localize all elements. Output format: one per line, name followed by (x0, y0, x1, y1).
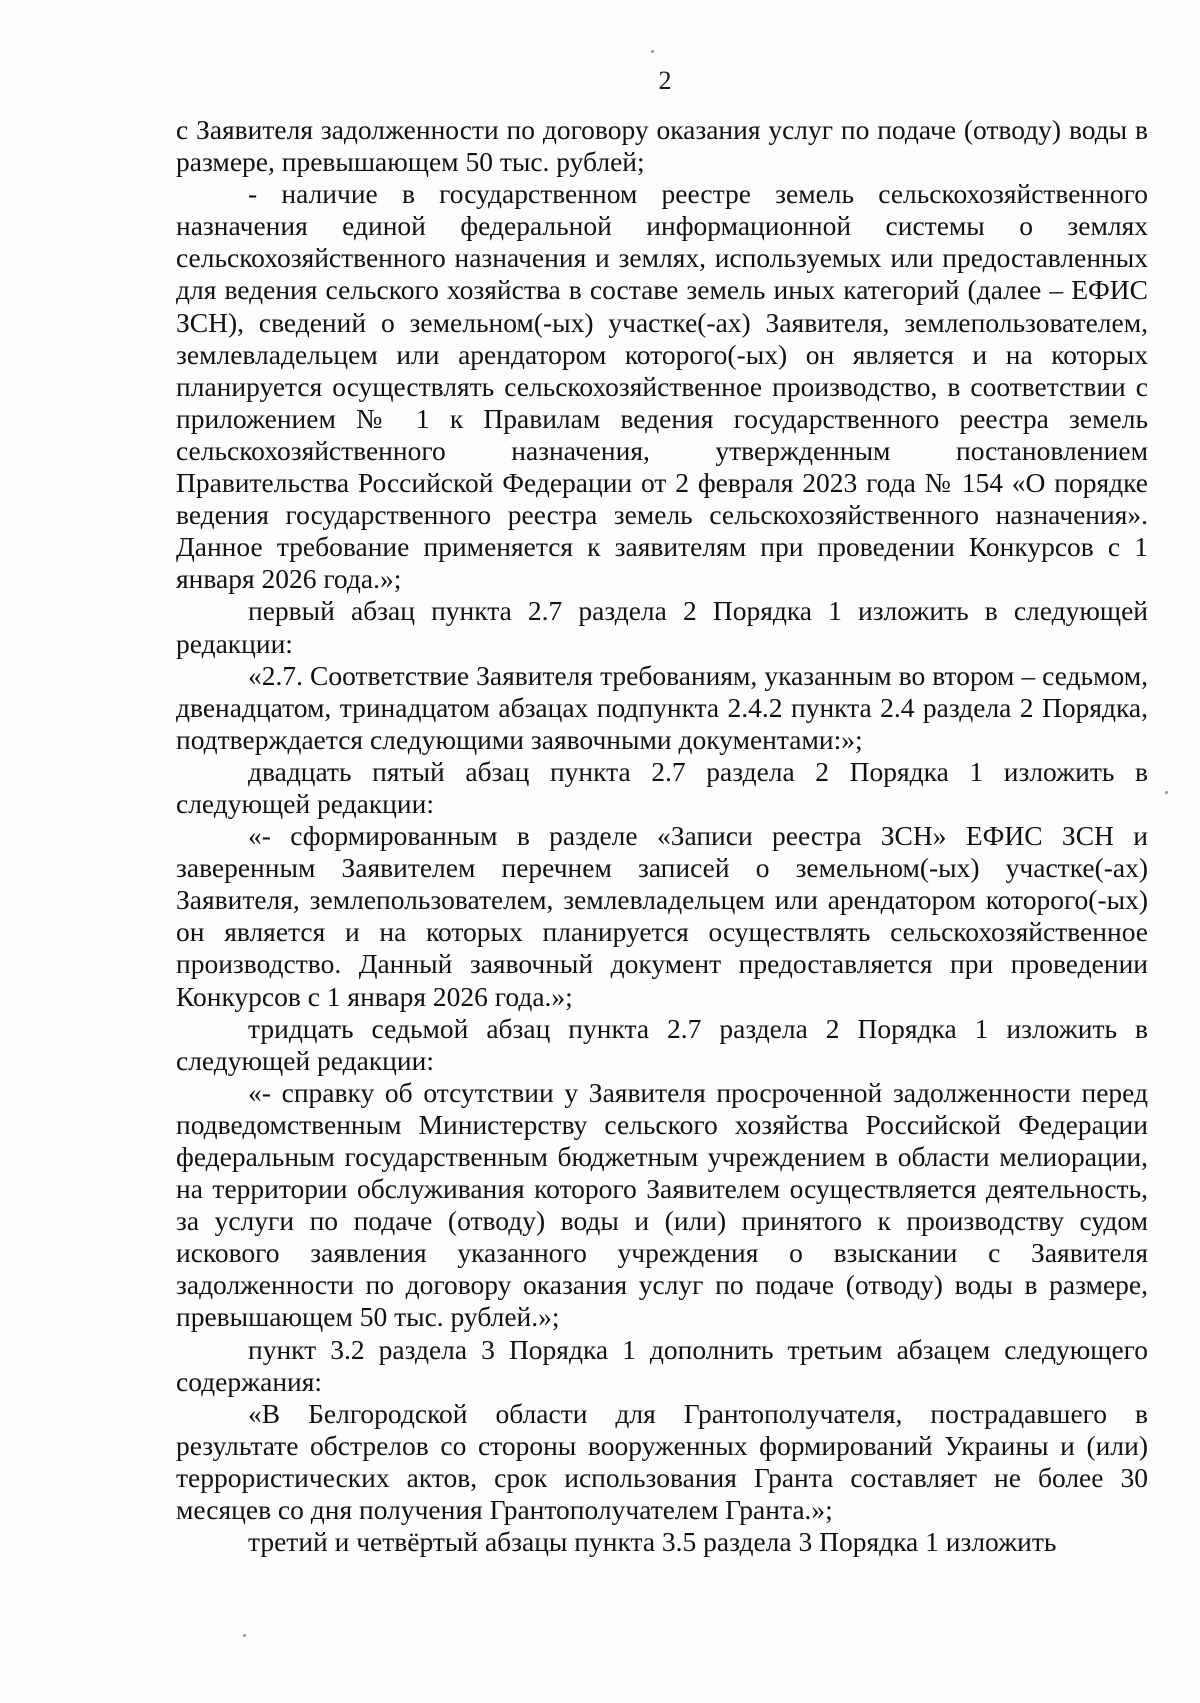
paragraph-2: - наличие в государственном реестре земель сельскохозяйственного назначения единой федеральной информационной системы о землях сельскохозяйственного назначения и землях, используемых или предоставленных для ведения сельского хозяйства в составе земель иных категорий (далее – ЕФИС ЗСН), сведений о земельном(-ых) участке(-ах) Заявителя, землепользователем, землевладельцем или арендатором которого(-ых) он является и на которых планируется осуществлять сельскохозяйственное производство, в соответствии с приложением № 1 к Правилам ведения государственного реестра земель сельскохозяйственного назначения, утвержденным постановлением Правительства Российской Федерации от 2 февраля 2023 года № 154 «О порядке ведения государственного реестра земель сельскохозяйственного назначения». Данное требование применяется к заявителям при проведении Конкурсов с 1 января 2026 года.»; (176, 178, 1148, 595)
document-body (176, 114, 1148, 1558)
paragraph-5: двадцать пятый абзац пункта 2.7 раздела 2 Порядка 1 изложить в следующей редакции: (176, 755, 1148, 819)
scan-speck (243, 1634, 246, 1637)
paragraph-6: «- сформированным в разделе «Записи реестра ЗСН» ЕФИС ЗСН и заверенным Заявителем перечнем записей о земельном(-ых) участке(-ах) Заявителя, землепользователем, землевладельцем или арендатором которого(-ых) он является и на которых планируется осуществлять сельскохозяйственное производство. Данный заявочный документ предоставляется при проведении Конкурсов с 1 января 2026 года.»; (176, 820, 1148, 1012)
paragraph-9: пункт 3.2 раздела 3 Порядка 1 дополнить третьим абзацем следующего содержания: (176, 1333, 1148, 1397)
paragraph-11: третий и четвёртый абзацы пункта 3.5 раздела 3 Порядка 1 изложить (248, 1526, 1057, 1558)
paragraph-7: тридцать седьмой абзац пункта 2.7 раздела 2 Порядка 1 изложить в следующей редакции: (176, 1012, 1148, 1076)
paragraph-8: «- справку об отсутствии у Заявителя просроченной задолженности перед подведомственным Министерству сельского хозяйства Российской Федерации федеральным государственным бюджетным учреждением в области мелиорации, на территории обслуживания которого Заявителем осуществляется деятельность, за услуги по подаче (отводу) воды и (или) принятого к производству судом искового заявления указанного учреждения о взыскании с Заявителя задолженности по договору оказания услуг по подаче (отводу) воды в размере, превышающем 50 тыс. рублей.»; (176, 1076, 1148, 1333)
scan-speck (1165, 791, 1168, 794)
paragraph-3: первый абзац пункта 2.7 раздела 2 Порядка 1 изложить в следующей редакции: (176, 595, 1148, 659)
page-number: 2 (658, 66, 672, 95)
paragraph-4: «2.7. Соответствие Заявителя требованиям, указанным во втором – седьмом, двенадцатом, тринадцатом абзацах подпункта 2.4.2 пункта 2.4 раздела 2 Порядка, подтверждается следующими заявочными документами:»; (176, 659, 1148, 755)
paragraph-10: «В Белгородской области для Грантополучателя, пострадавшего в результате обстрелов со стороны вооруженных формирований Украины и (или) террористических актов, срок использования Гранта составляет не более 30 месяцев со дня получения Грантополучателем Гранта.»; (176, 1397, 1148, 1526)
paragraph-1: с Заявителя задолженности по договору оказания услуг по подаче (отводу) воды в размере, превышающем 50 тыс. рублей; (176, 114, 1148, 178)
scan-speck (651, 50, 654, 53)
